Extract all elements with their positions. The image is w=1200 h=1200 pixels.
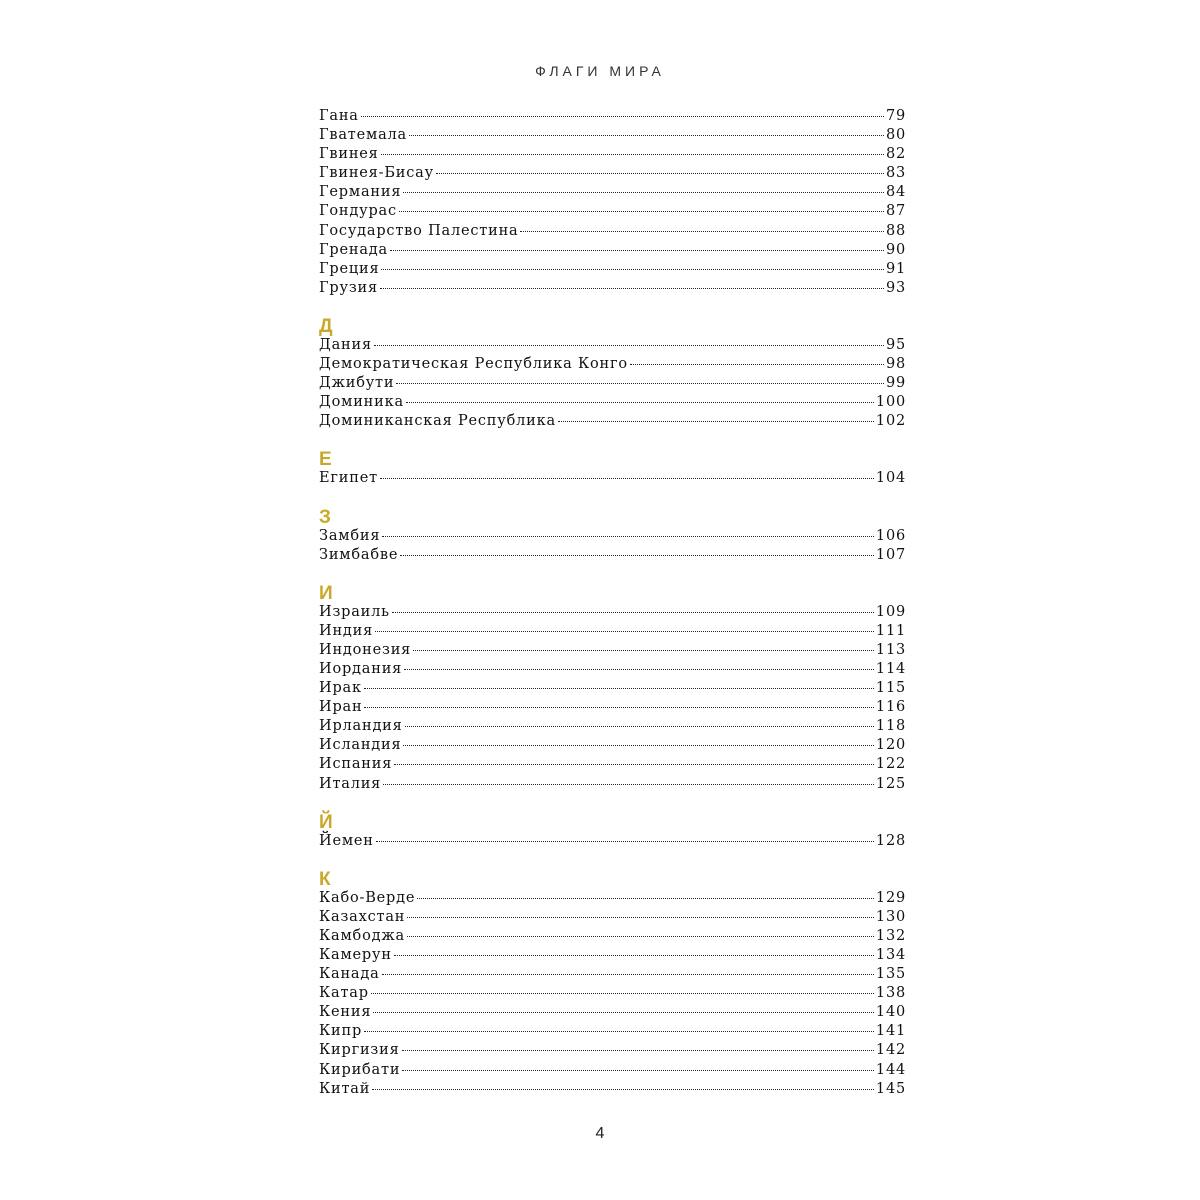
dot-leader	[364, 688, 874, 689]
section-letter: Й	[319, 811, 333, 833]
entry-page-number: 109	[875, 603, 906, 620]
entry-page-number: 91	[885, 260, 906, 277]
entry-page-number: 87	[885, 203, 906, 220]
toc-entry[interactable]	[319, 775, 906, 794]
entry-name: Государство Палестина	[319, 222, 519, 239]
entry-name: Гватемала	[319, 127, 407, 144]
entry-name: Германия	[319, 184, 402, 201]
toc-entry[interactable]	[319, 984, 906, 1003]
dot-leader	[364, 1031, 874, 1032]
toc-entry[interactable]	[319, 1022, 906, 1041]
entry-page-number: 114	[875, 660, 906, 677]
entry-name: Доминиканская Республика	[319, 413, 556, 430]
entry-name: Демократическая Республика Конго	[319, 356, 628, 373]
toc-entry[interactable]	[319, 202, 906, 221]
toc-entry[interactable]	[319, 927, 906, 946]
dot-leader	[630, 364, 884, 365]
dot-leader	[364, 707, 873, 708]
entry-name: Исландия	[319, 737, 402, 754]
dot-leader	[405, 726, 874, 727]
entry-page-number: 79	[885, 108, 906, 124]
entry-page-number: 106	[875, 527, 906, 544]
entry-name: Индонезия	[319, 641, 412, 658]
section-letter: З	[319, 506, 331, 528]
section-letter: К	[319, 868, 331, 890]
entry-name: Греция	[319, 260, 380, 277]
entry-name: Италия	[319, 775, 382, 792]
dot-leader	[520, 231, 883, 232]
entry-page-number: 93	[885, 279, 906, 296]
dot-leader	[402, 1070, 874, 1071]
entry-page-number: 140	[875, 1004, 906, 1021]
entry-page-number: 125	[875, 775, 906, 792]
toc-entry[interactable]	[319, 107, 906, 126]
toc-entry[interactable]	[319, 755, 906, 774]
entry-page-number: 142	[875, 1042, 906, 1059]
entry-page-number: 107	[875, 546, 906, 563]
entry-name: Китай	[319, 1080, 371, 1097]
entry-name: Гана	[319, 108, 359, 124]
entry-page-number: 134	[875, 947, 906, 963]
section-letter: И	[319, 582, 333, 604]
toc-entry[interactable]	[319, 1061, 906, 1080]
entry-page-number: 116	[875, 699, 906, 716]
dot-leader	[394, 955, 874, 956]
page-number: 4	[595, 1125, 605, 1142]
dot-leader	[381, 154, 884, 155]
dot-leader	[372, 1089, 874, 1090]
entry-name: Кабо-Верде	[319, 889, 416, 906]
toc-entry[interactable]	[319, 660, 906, 679]
dot-leader	[361, 116, 884, 117]
dot-leader	[413, 650, 874, 651]
toc-entry[interactable]	[319, 736, 906, 755]
dot-leader	[403, 192, 884, 193]
toc-entry[interactable]	[319, 546, 906, 565]
toc-entry[interactable]	[319, 260, 906, 279]
dot-leader	[407, 936, 874, 937]
dot-leader	[409, 135, 884, 136]
entry-page-number: 98	[885, 356, 906, 373]
toc-entry[interactable]	[319, 412, 906, 431]
toc-entry[interactable]	[319, 622, 906, 641]
entry-name: Ирландия	[319, 718, 403, 735]
entry-page-number: 132	[875, 927, 906, 944]
entry-page-number: 95	[885, 336, 906, 353]
toc-section	[319, 450, 906, 488]
entry-page-number: 113	[875, 641, 906, 658]
entry-page-number: 100	[875, 394, 906, 411]
toc-section	[319, 870, 906, 1099]
dot-leader	[371, 993, 874, 994]
entry-name: Кипр	[319, 1023, 363, 1040]
toc-entry[interactable]	[319, 126, 906, 145]
toc-entry[interactable]	[319, 832, 906, 851]
entry-name: Грузия	[319, 279, 378, 296]
entry-page-number: 90	[885, 241, 906, 258]
entry-name: Гвинея	[319, 146, 379, 163]
entry-page-number: 99	[885, 375, 906, 392]
dot-leader	[402, 1050, 874, 1051]
entry-name: Йемен	[319, 832, 374, 849]
toc-entry[interactable]	[319, 469, 906, 488]
toc-section	[319, 584, 906, 794]
dot-leader	[417, 898, 874, 899]
entry-page-number: 88	[885, 222, 906, 239]
dot-leader	[406, 402, 874, 403]
entry-name: Испания	[319, 756, 393, 773]
entry-page-number: 118	[875, 718, 906, 735]
toc-entry[interactable]	[319, 889, 906, 908]
entry-page-number: 128	[875, 832, 906, 849]
toc-entry[interactable]	[319, 698, 906, 717]
toc-entry[interactable]	[319, 717, 906, 736]
dot-leader	[436, 173, 884, 174]
entry-page-number: 84	[885, 184, 906, 201]
entry-page-number: 102	[875, 413, 906, 430]
entry-page-number: 104	[875, 470, 906, 487]
dot-leader	[380, 478, 874, 479]
dot-leader	[407, 917, 874, 918]
toc-entry[interactable]	[319, 183, 906, 202]
dot-leader	[381, 269, 884, 270]
toc-entry[interactable]	[319, 374, 906, 393]
entry-name: Доминика	[319, 394, 404, 411]
toc-entry[interactable]	[319, 641, 906, 660]
dot-leader	[399, 211, 884, 212]
entry-page-number: 145	[875, 1080, 906, 1097]
toc-entry[interactable]	[319, 946, 906, 965]
entry-name: Гвинея-Бисау	[319, 165, 434, 182]
dot-leader	[558, 421, 874, 422]
dot-leader	[390, 250, 884, 251]
entry-name: Катар	[319, 985, 369, 1002]
entry-name: Кения	[319, 1004, 372, 1021]
toc-entry[interactable]	[319, 222, 906, 241]
entry-name: Казахстан	[319, 908, 406, 925]
toc-entry[interactable]	[319, 603, 906, 622]
entry-page-number: 130	[875, 908, 906, 925]
dot-leader	[380, 288, 884, 289]
toc-section	[319, 508, 906, 565]
dot-leader	[392, 612, 874, 613]
dot-leader	[373, 1012, 874, 1013]
entry-page-number: 82	[885, 146, 906, 163]
running-head: ФЛАГИ МИРА	[535, 63, 665, 79]
toc-entry[interactable]	[319, 527, 906, 546]
toc-entry[interactable]	[319, 1003, 906, 1022]
dot-leader	[383, 784, 874, 785]
toc-entry[interactable]	[319, 164, 906, 183]
section-letter: Е	[319, 449, 332, 471]
toc-entry[interactable]	[319, 1080, 906, 1099]
entry-name: Израиль	[319, 603, 390, 620]
entry-page-number: 80	[885, 127, 906, 144]
toc-entry[interactable]	[319, 1041, 906, 1060]
dot-leader	[375, 631, 874, 632]
entry-page-number: 144	[875, 1061, 906, 1078]
entry-name: Канада	[319, 966, 380, 983]
dot-leader	[400, 555, 874, 556]
toc-entry[interactable]	[319, 908, 906, 927]
table-of-contents	[319, 107, 906, 1099]
entry-name: Кирибати	[319, 1061, 401, 1078]
entry-page-number: 111	[875, 622, 906, 639]
dot-leader	[396, 383, 884, 384]
toc-entry[interactable]	[319, 355, 906, 374]
entry-page-number: 135	[875, 966, 906, 983]
dot-leader	[382, 536, 874, 537]
entry-page-number: 141	[875, 1023, 906, 1040]
entry-name: Киргизия	[319, 1042, 400, 1059]
dot-leader	[376, 841, 874, 842]
entry-page-number: 120	[875, 737, 906, 754]
dot-leader	[374, 345, 884, 346]
toc-entry[interactable]	[319, 393, 906, 412]
entry-page-number: 115	[875, 680, 906, 697]
entry-name: Дания	[319, 336, 372, 353]
section-letter: Д	[319, 315, 333, 337]
entry-name: Зимбабве	[319, 546, 399, 563]
entry-name: Джибути	[319, 375, 395, 392]
toc-entry[interactable]	[319, 679, 906, 698]
toc-entry[interactable]	[319, 279, 906, 298]
entry-name: Индия	[319, 622, 374, 639]
entry-name: Ирак	[319, 680, 362, 697]
toc-entry[interactable]	[319, 336, 906, 355]
entry-name: Гондурас	[319, 203, 397, 220]
dot-leader	[403, 745, 873, 746]
dot-leader	[404, 669, 874, 670]
entry-page-number: 83	[885, 165, 906, 182]
entry-name: Иран	[319, 699, 363, 716]
entry-name: Иордания	[319, 660, 403, 677]
toc-entry[interactable]	[319, 241, 906, 260]
entry-name: Камерун	[319, 947, 392, 963]
entry-name: Замбия	[319, 527, 381, 544]
dot-leader	[382, 974, 874, 975]
entry-name: Египет	[319, 470, 378, 487]
dot-leader	[394, 764, 874, 765]
entry-page-number: 122	[875, 756, 906, 773]
toc-entry[interactable]	[319, 965, 906, 984]
toc-section	[319, 317, 906, 431]
toc-entry[interactable]	[319, 145, 906, 164]
entry-name: Гренада	[319, 241, 388, 258]
toc-section	[319, 813, 906, 851]
entry-page-number: 138	[875, 985, 906, 1002]
toc-section	[319, 107, 906, 298]
entry-name: Камбоджа	[319, 927, 405, 944]
entry-page-number: 129	[875, 889, 906, 906]
